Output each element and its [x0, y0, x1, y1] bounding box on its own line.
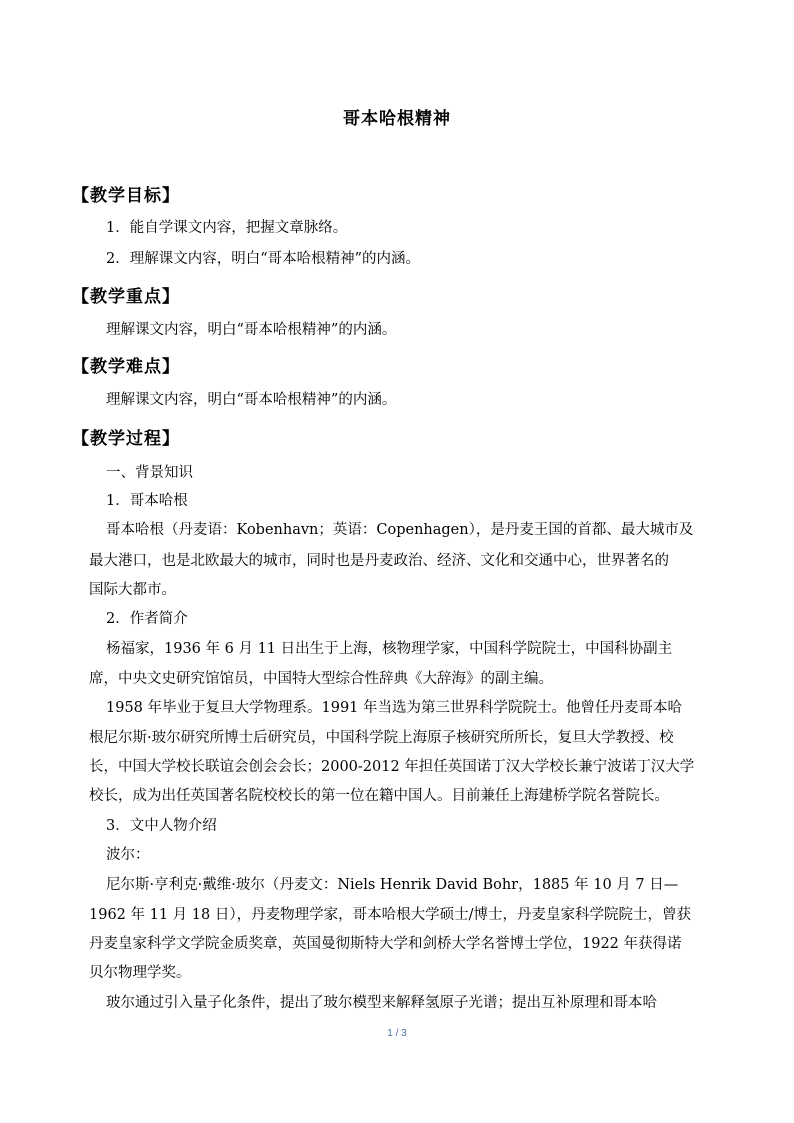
process-line: 1962 年 11 月 18 日），丹麦物理学家，哥本哈根大学硕士/博士，丹麦皇家科学院院士，曾获: [89, 907, 691, 923]
page-number: 1 / 3: [387, 1028, 407, 1039]
process-line: 玻尔通过引入量子化条件，提出了玻尔模型来解释氢原子光谱；提出互补原理和哥本哈: [106, 995, 657, 1011]
difficulty-text: 理解课文内容，明白“哥本哈根精神”的内涵。: [106, 392, 397, 408]
process-line: 2．作者简介: [106, 611, 188, 627]
process-line: 尼尔斯·亨利克·戴维·玻尔（丹麦文：Niels Henrik David Bohr，1885 年 10 月 7 日—: [106, 877, 679, 893]
heading-teaching-difficulty: 【教学难点】: [72, 357, 180, 377]
process-line: 贝尔物理学奖。: [89, 965, 191, 981]
process-line: 哥本哈根（丹麦语：Kobenhavn；英语：Copenhagen），是丹麦王国的首都、最大城市及: [106, 522, 694, 538]
process-line: 根尼尔斯·玻尔研究所博士后研究员，中国科学院上海原子核研究所所长，复旦大学教授、校: [89, 730, 674, 746]
process-line: 1958 年毕业于复旦大学物理系。1991 年当选为第三世界科学院院士。他曾任丹麦哥本哈: [106, 700, 683, 716]
process-line: 席，中央文史研究馆馆员，中国特大型综合性辞典《大辞海》的副主编。: [89, 671, 553, 687]
document-title: 哥本哈根精神: [343, 109, 451, 129]
process-line: 1．哥本哈根: [106, 493, 188, 509]
process-line: 长，中国大学校长联谊会创会会长；2000-2012 年担任英国诺丁汉大学校长兼宁波诺丁汉大学: [89, 759, 695, 775]
process-line: 一、背景知识: [106, 465, 193, 481]
process-line: 波尔：: [106, 847, 150, 863]
process-line: 最大港口，也是北欧最大的城市，同时也是丹麦政治、经济、文化和交通中心，世界著名的: [89, 553, 669, 569]
process-line: 丹麦皇家科学文学院金质奖章，英国曼彻斯特大学和剑桥大学名誉博士学位，1922 年获得诺: [89, 936, 682, 952]
process-line: 3．文中人物介绍: [106, 818, 217, 834]
focus-text: 理解课文内容，明白“哥本哈根精神”的内涵。: [106, 322, 397, 338]
heading-teaching-focus: 【教学重点】: [72, 287, 180, 307]
goal-item-2: 2．理解课文内容，明白“哥本哈根精神”的内涵。: [106, 251, 421, 267]
heading-teaching-process: 【教学过程】: [72, 429, 180, 449]
goal-item-1: 1．能自学课文内容，把握文章脉络。: [106, 220, 348, 236]
process-line: 国际大都市。: [89, 582, 176, 598]
heading-teaching-goals: 【教学目标】: [72, 186, 180, 206]
process-line: 杨福家，1936 年 6 月 11 日出生于上海，核物理学家，中国科学院院士，中国科协副主: [106, 641, 673, 657]
process-line: 校长，成为出任英国著名院校校长的第一位在籍中国人。目前兼任上海建桥学院名誉院长。: [89, 788, 669, 804]
